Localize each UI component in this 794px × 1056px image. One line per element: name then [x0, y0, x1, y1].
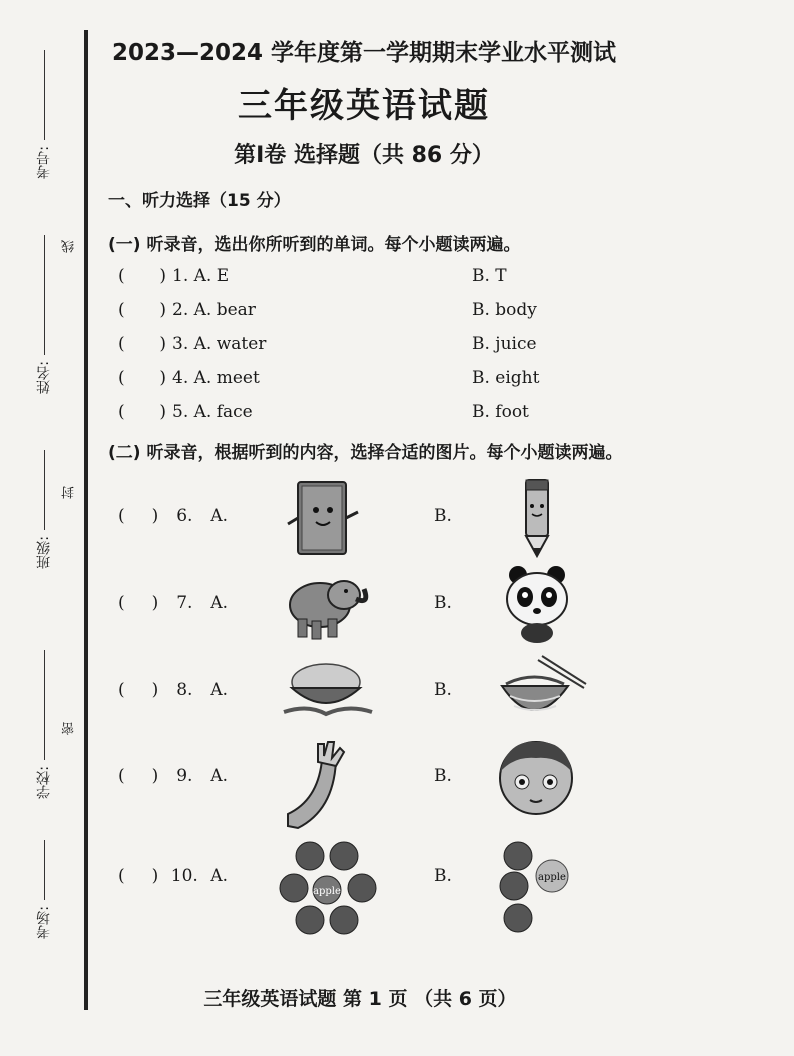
answer-blank[interactable]: ( ) [118, 402, 166, 422]
seven-apples-icon[interactable] [278, 838, 378, 948]
school-label: 学校: [36, 766, 52, 799]
option-b-label: B. [434, 506, 452, 526]
option-a: 1. A. E [172, 266, 230, 286]
exam-number-field [30, 50, 58, 179]
question-row [118, 296, 738, 324]
option-b: B. eight [472, 368, 540, 388]
option-a: 3. A. water [172, 334, 267, 354]
pencil-icon[interactable] [488, 478, 588, 558]
option-b: B. T [472, 266, 507, 286]
answer-blank[interactable]: ( ) [118, 766, 159, 786]
page-footer: 三年级英语试题 第 1 页 （共 6 页） [203, 988, 517, 1010]
part1-instruction: (一) 听录音，选出你所听到的单词。每个小题读两遍。 [108, 235, 521, 255]
option-b-label: B. [434, 766, 452, 786]
question-row [118, 364, 738, 392]
question-row [118, 330, 738, 358]
school-field [30, 650, 58, 799]
apple-word: apple [313, 886, 341, 897]
elephant-icon[interactable] [278, 565, 378, 645]
picture-question-row [118, 565, 738, 645]
name-label: 姓名: [36, 361, 52, 394]
picture-question-row [118, 738, 738, 818]
answer-blank[interactable]: ( ) [118, 334, 166, 354]
picture-question-row [118, 652, 738, 732]
question-row [118, 262, 738, 290]
exam-header: 2023—2024 学年度第一学期期末学业水平测试 [111, 40, 617, 66]
option-b-label: B. [434, 680, 452, 700]
rice-bowl-icon[interactable] [278, 652, 378, 732]
picture-question-row [118, 838, 738, 918]
page-title: 三年级英语试题 [238, 86, 490, 126]
name-field [30, 235, 58, 394]
panda-icon[interactable] [488, 565, 588, 645]
question-row [118, 398, 738, 426]
option-a: 2. A. bear [172, 300, 256, 320]
option-b: B. foot [472, 402, 529, 422]
answer-blank[interactable]: ( ) [118, 506, 159, 526]
answer-blank[interactable]: ( ) [118, 866, 159, 886]
option-b: B. body [472, 300, 537, 320]
question-number: ( ) 10. A. [118, 866, 228, 886]
answer-blank[interactable]: ( ) [118, 680, 159, 700]
noodles-icon[interactable] [488, 652, 588, 732]
binding-margin [0, 0, 92, 1056]
exam-room-label: 考场: [36, 906, 52, 939]
apple-word: apple [538, 872, 566, 883]
book-icon[interactable] [278, 478, 378, 558]
exam-number-label: 考号: [36, 146, 52, 179]
option-b: B. juice [472, 334, 537, 354]
question-number: ( ) 7. A. [118, 593, 228, 613]
option-a: 5. A. face [172, 402, 253, 422]
answer-blank[interactable]: ( ) [118, 300, 166, 320]
question-number: ( ) 9. A. [118, 766, 228, 786]
binding-rule [84, 30, 88, 1010]
binding-mark-xian: 线 [62, 240, 77, 253]
option-b-label: B. [434, 866, 452, 886]
part2-instruction: (二) 听录音，根据听到的内容，选择合适的图片。每个小题读两遍。 [108, 443, 623, 463]
face-icon[interactable] [488, 738, 588, 818]
arm-hand-icon[interactable] [278, 738, 378, 818]
section-heading: 一、听力选择（15 分） [108, 191, 291, 211]
binding-mark-mi: 密 [62, 722, 77, 735]
four-apples-icon[interactable] [488, 838, 588, 938]
picture-question-row [118, 478, 738, 558]
class-label: 班级: [36, 536, 52, 569]
class-field [30, 450, 58, 569]
volume-subtitle: 第Ⅰ卷 选择题（共 86 分） [234, 143, 494, 168]
question-number: ( ) 6. A. [118, 506, 228, 526]
answer-blank[interactable]: ( ) [118, 266, 166, 286]
option-a: 4. A. meet [172, 368, 260, 388]
exam-room-field [30, 840, 58, 939]
binding-mark-feng: 封 [62, 486, 77, 499]
question-number: ( ) 8. A. [118, 680, 228, 700]
option-b-label: B. [434, 593, 452, 613]
answer-blank[interactable]: ( ) [118, 368, 166, 388]
answer-blank[interactable]: ( ) [118, 593, 159, 613]
